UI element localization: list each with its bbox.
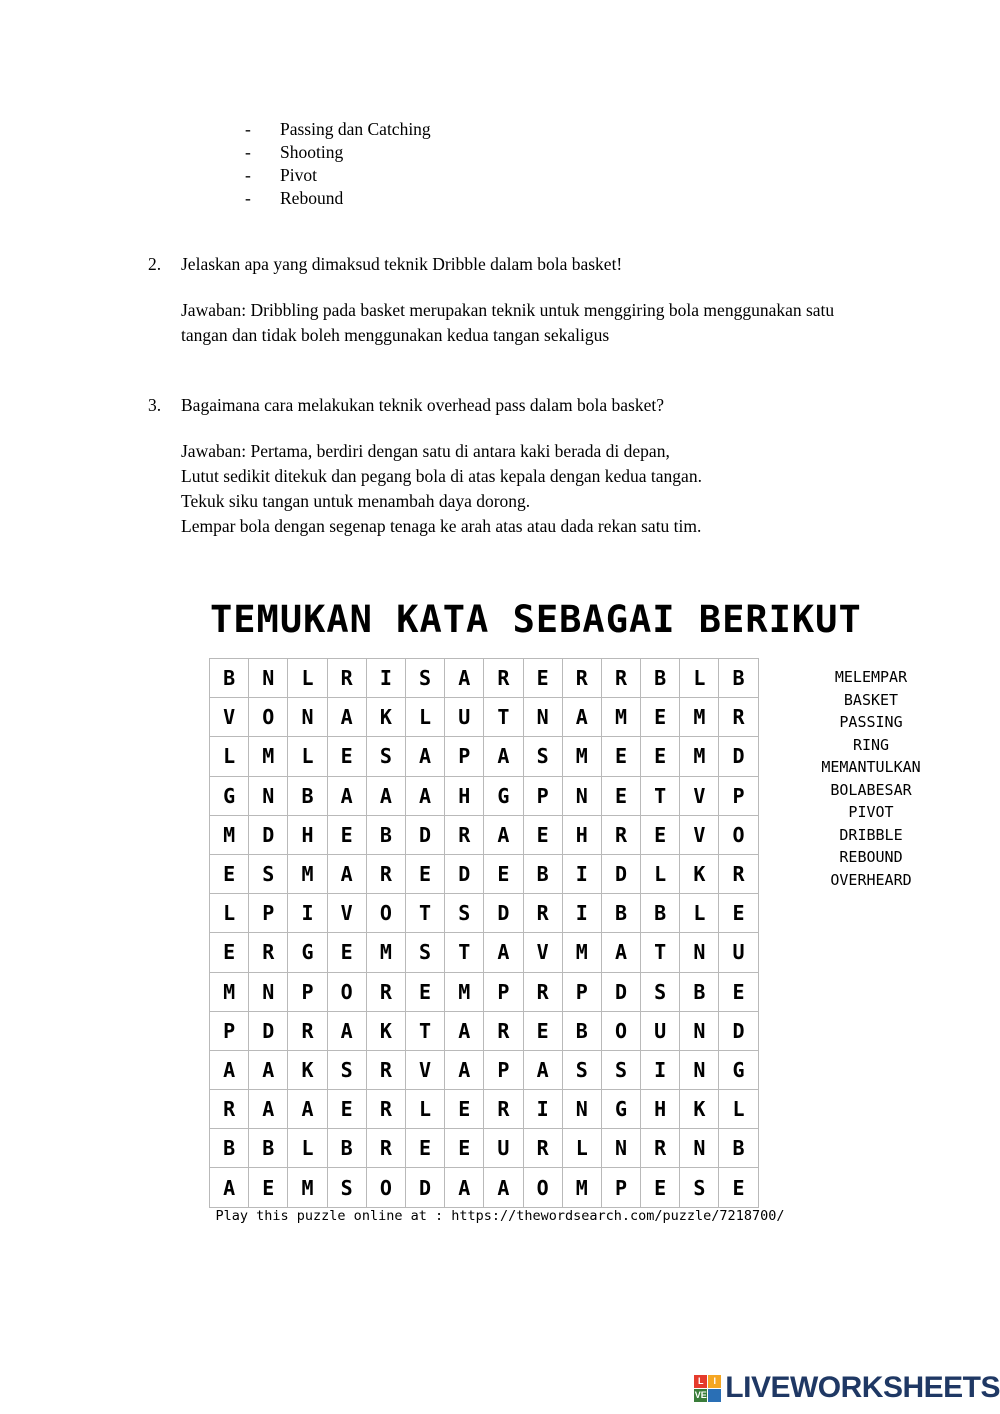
grid-cell[interactable]: N <box>249 776 288 815</box>
grid-cell[interactable]: E <box>719 972 758 1011</box>
answer-line: tangan dan tidak boleh menggunakan kedua tangan sekaligus <box>181 325 610 345</box>
grid-cell[interactable]: V <box>327 894 366 933</box>
grid-cell[interactable]: R <box>288 1011 327 1050</box>
grid-cell[interactable]: P <box>523 776 562 815</box>
answer-line: Lutut sedikit ditekuk dan pegang bola di atas kepala dengan kedua tangan. <box>181 466 702 486</box>
grid-row <box>210 698 759 737</box>
grid-cell[interactable]: E <box>445 1090 484 1129</box>
grid-cell[interactable]: A <box>210 1050 249 1089</box>
grid-cell[interactable]: M <box>366 933 405 972</box>
grid-cell[interactable]: K <box>288 1050 327 1089</box>
grid-cell[interactable]: D <box>445 854 484 893</box>
liveworksheets-logo <box>694 1370 1000 1406</box>
grid-cell[interactable]: O <box>327 972 366 1011</box>
grid-cell[interactable]: A <box>562 698 601 737</box>
grid-cell[interactable]: D <box>601 854 640 893</box>
grid-cell[interactable]: N <box>523 698 562 737</box>
grid-cell[interactable]: R <box>523 1129 562 1168</box>
grid-cell[interactable]: I <box>288 894 327 933</box>
grid-cell[interactable]: O <box>523 1168 562 1207</box>
grid-cell[interactable]: R <box>366 1050 405 1089</box>
grid-cell[interactable]: B <box>719 659 758 698</box>
question-text: Bagaimana cara melakukan teknik overhead pass dalam bola basket? <box>181 395 664 415</box>
answer-text <box>181 298 888 348</box>
grid-cell[interactable]: A <box>210 1168 249 1207</box>
grid-cell[interactable]: A <box>445 1050 484 1089</box>
grid-cell[interactable]: A <box>405 737 444 776</box>
grid-cell[interactable]: O <box>366 894 405 933</box>
grid-cell[interactable]: L <box>641 854 680 893</box>
question-text: Jelaskan apa yang dimaksud teknik Dribble dalam bola basket! <box>181 254 623 274</box>
grid-cell[interactable]: R <box>601 659 640 698</box>
grid-cell[interactable]: E <box>641 698 680 737</box>
word-list-item: OVERHEARD <box>830 870 912 889</box>
grid-cell[interactable]: S <box>366 737 405 776</box>
bullet-label: Shooting <box>280 142 344 162</box>
grid-cell[interactable]: E <box>405 972 444 1011</box>
grid-cell[interactable]: T <box>405 894 444 933</box>
grid-cell[interactable]: B <box>210 659 249 698</box>
grid-cell[interactable]: O <box>719 815 758 854</box>
grid-cell[interactable]: A <box>445 1168 484 1207</box>
grid-cell[interactable]: N <box>680 933 719 972</box>
grid-cell[interactable]: B <box>680 972 719 1011</box>
grid-cell[interactable]: L <box>405 698 444 737</box>
grid-cell[interactable]: P <box>484 972 523 1011</box>
bullet-dash: - <box>245 188 251 208</box>
grid-cell[interactable]: S <box>405 933 444 972</box>
question-number: 3. <box>148 395 162 415</box>
word-list-item: MEMANTULKAN <box>821 758 921 776</box>
grid-cell[interactable]: A <box>327 1011 366 1050</box>
grid-cell[interactable]: P <box>562 972 601 1011</box>
grid-cell[interactable]: A <box>327 776 366 815</box>
grid-cell[interactable]: T <box>445 933 484 972</box>
question-heading <box>148 252 888 276</box>
logo-cell-l: L <box>694 1375 707 1388</box>
bullet-label: Passing dan Catching <box>280 119 431 139</box>
grid-cell[interactable]: T <box>405 1011 444 1050</box>
grid-cell[interactable]: N <box>562 1090 601 1129</box>
grid-cell[interactable]: M <box>562 933 601 972</box>
list-item <box>245 118 845 141</box>
grid-cell[interactable]: K <box>680 1090 719 1129</box>
grid-cell[interactable]: P <box>601 1168 640 1207</box>
list-item <box>245 141 845 164</box>
grid-cell[interactable]: O <box>601 1011 640 1050</box>
grid-row <box>210 1090 759 1129</box>
question-block-2 <box>148 252 888 348</box>
grid-cell[interactable]: O <box>249 698 288 737</box>
grid-cell[interactable]: E <box>601 776 640 815</box>
grid-cell[interactable]: D <box>719 737 758 776</box>
grid-cell[interactable]: N <box>680 1129 719 1168</box>
logo-cell-i: I <box>708 1375 721 1388</box>
grid-cell[interactable]: G <box>484 776 523 815</box>
grid-cell[interactable]: B <box>366 815 405 854</box>
grid-row <box>210 815 759 854</box>
bullet-dash: - <box>245 119 251 139</box>
logo-cell-ve: VE <box>694 1389 707 1400</box>
grid-cell[interactable]: N <box>249 972 288 1011</box>
grid-cell[interactable]: B <box>327 1129 366 1168</box>
grid-cell[interactable]: K <box>366 698 405 737</box>
grid-cell[interactable]: R <box>366 972 405 1011</box>
grid-cell[interactable]: A <box>601 933 640 972</box>
grid-cell[interactable]: N <box>562 776 601 815</box>
grid-row <box>210 972 759 1011</box>
grid-cell[interactable]: R <box>484 1011 523 1050</box>
grid-cell[interactable]: H <box>288 815 327 854</box>
grid-cell[interactable]: R <box>445 815 484 854</box>
grid-cell[interactable]: L <box>562 1129 601 1168</box>
grid-cell[interactable]: P <box>210 1011 249 1050</box>
grid-cell[interactable]: K <box>366 1011 405 1050</box>
grid-cell[interactable]: M <box>601 698 640 737</box>
grid-cell[interactable]: R <box>523 894 562 933</box>
grid-row <box>210 659 759 698</box>
answer-line: Tekuk siku tangan untuk menambah daya dorong. <box>181 491 531 511</box>
grid-cell[interactable]: L <box>288 737 327 776</box>
grid-row <box>210 1168 759 1207</box>
grid-cell[interactable]: E <box>445 1129 484 1168</box>
grid-cell[interactable]: A <box>523 1050 562 1089</box>
grid-cell[interactable]: M <box>562 737 601 776</box>
answer-line: Jawaban: Dribbling pada basket merupakan teknik untuk menggiring bola menggunakan satu <box>181 300 835 320</box>
grid-cell[interactable]: N <box>288 698 327 737</box>
puzzle-footer-link[interactable]: Play this puzzle online at : https://thewordsearch.com/puzzle/7218700/ <box>215 1208 785 1224</box>
grid-cell[interactable]: H <box>641 1090 680 1129</box>
grid-cell[interactable]: D <box>601 972 640 1011</box>
grid-cell[interactable]: A <box>484 933 523 972</box>
list-item <box>245 187 845 210</box>
grid-cell[interactable]: O <box>366 1168 405 1207</box>
grid-cell[interactable]: S <box>405 659 444 698</box>
grid-cell[interactable]: A <box>249 1090 288 1129</box>
grid-cell[interactable]: A <box>405 776 444 815</box>
grid-cell[interactable]: L <box>680 659 719 698</box>
grid-cell[interactable]: M <box>210 972 249 1011</box>
grid-cell[interactable]: P <box>719 776 758 815</box>
word-list-item: PASSING <box>839 713 903 731</box>
grid-cell[interactable]: R <box>366 1090 405 1129</box>
bullet-label: Pivot <box>280 165 317 185</box>
grid-cell[interactable]: U <box>641 1011 680 1050</box>
grid-cell[interactable]: E <box>249 1168 288 1207</box>
grid-cell[interactable]: E <box>210 933 249 972</box>
grid-cell[interactable]: L <box>288 659 327 698</box>
grid-cell[interactable]: G <box>719 1050 758 1089</box>
grid-cell[interactable]: A <box>445 1011 484 1050</box>
grid-cell[interactable]: E <box>327 933 366 972</box>
technique-bullet-list <box>245 118 845 210</box>
grid-cell[interactable]: E <box>327 737 366 776</box>
grid-cell[interactable]: M <box>249 737 288 776</box>
grid-cell[interactable]: A <box>249 1050 288 1089</box>
grid-cell[interactable]: R <box>366 1129 405 1168</box>
grid-cell[interactable]: V <box>523 933 562 972</box>
grid-cell[interactable]: I <box>562 854 601 893</box>
grid-cell[interactable]: G <box>210 776 249 815</box>
grid-cell[interactable]: R <box>484 1090 523 1129</box>
grid-cell[interactable]: R <box>484 659 523 698</box>
grid-cell[interactable]: E <box>327 815 366 854</box>
question-block-3 <box>148 393 888 539</box>
grid-cell[interactable]: T <box>484 698 523 737</box>
puzzle-title: TEMUKAN KATA SEBAGAI BERIKUT <box>210 598 862 641</box>
grid-cell[interactable]: M <box>680 698 719 737</box>
grid-cell[interactable]: V <box>680 815 719 854</box>
grid-cell[interactable]: B <box>641 659 680 698</box>
grid-cell[interactable]: E <box>719 1168 758 1207</box>
grid-cell[interactable]: R <box>327 659 366 698</box>
grid-cell[interactable]: H <box>562 815 601 854</box>
grid-cell[interactable]: D <box>405 815 444 854</box>
grid-cell[interactable]: L <box>680 894 719 933</box>
grid-cell[interactable]: E <box>641 737 680 776</box>
grid-cell[interactable]: L <box>719 1090 758 1129</box>
grid-cell[interactable]: A <box>327 698 366 737</box>
grid-cell[interactable]: I <box>523 1090 562 1129</box>
grid-cell[interactable]: N <box>680 1011 719 1050</box>
grid-cell[interactable]: P <box>288 972 327 1011</box>
grid-cell[interactable]: V <box>210 698 249 737</box>
grid-cell[interactable]: G <box>288 933 327 972</box>
grid-row <box>210 737 759 776</box>
grid-cell[interactable]: R <box>249 933 288 972</box>
grid-cell[interactable]: L <box>288 1129 327 1168</box>
grid-cell[interactable]: V <box>405 1050 444 1089</box>
grid-cell[interactable]: R <box>719 698 758 737</box>
bullet-label: Rebound <box>280 188 344 208</box>
grid-cell[interactable]: D <box>249 1011 288 1050</box>
grid-cell[interactable]: B <box>562 1011 601 1050</box>
grid-cell[interactable]: A <box>445 659 484 698</box>
grid-cell[interactable]: I <box>641 1050 680 1089</box>
grid-cell[interactable]: K <box>680 854 719 893</box>
grid-row <box>210 1050 759 1089</box>
grid-cell[interactable]: E <box>210 854 249 893</box>
grid-row <box>210 1011 759 1050</box>
word-list-item: BASKET <box>843 690 899 709</box>
grid-cell[interactable]: R <box>366 854 405 893</box>
grid-cell[interactable]: B <box>523 854 562 893</box>
grid-cell[interactable]: L <box>210 737 249 776</box>
grid-cell[interactable]: A <box>484 737 523 776</box>
word-list <box>776 666 966 891</box>
logo-cell-blank <box>708 1389 721 1402</box>
word-list-item: BOLABESAR <box>830 780 912 799</box>
grid-cell[interactable]: P <box>445 737 484 776</box>
grid-cell[interactable]: S <box>445 894 484 933</box>
word-list-item: RING <box>852 735 890 754</box>
grid-cell[interactable]: E <box>405 1129 444 1168</box>
grid-cell[interactable]: D <box>719 1011 758 1050</box>
grid-cell[interactable]: I <box>562 894 601 933</box>
grid-cell[interactable]: S <box>327 1050 366 1089</box>
grid-cell[interactable]: S <box>641 972 680 1011</box>
word-list-item: DRIBBLE <box>839 825 903 844</box>
answer-text <box>181 439 888 539</box>
grid-cell[interactable]: B <box>641 894 680 933</box>
grid-cell[interactable]: M <box>210 815 249 854</box>
grid-cell[interactable]: T <box>641 933 680 972</box>
grid-cell[interactable]: A <box>327 854 366 893</box>
grid-cell[interactable]: M <box>680 737 719 776</box>
word-list-item: MELEMPAR <box>834 668 908 686</box>
grid-cell[interactable]: B <box>288 776 327 815</box>
grid-cell[interactable]: E <box>641 1168 680 1207</box>
grid-cell[interactable]: S <box>523 737 562 776</box>
grid-cell[interactable]: E <box>719 894 758 933</box>
grid-cell[interactable]: L <box>405 1090 444 1129</box>
grid-cell[interactable]: N <box>601 1129 640 1168</box>
answer-line: Lempar bola dengan segenap tenaga ke arah atas atau dada rekan satu tim. <box>181 516 702 536</box>
grid-cell[interactable]: B <box>210 1129 249 1168</box>
list-item <box>245 164 845 187</box>
grid-cell[interactable]: H <box>445 776 484 815</box>
question-heading <box>148 393 888 417</box>
grid-cell[interactable]: I <box>366 659 405 698</box>
grid-cell[interactable]: E <box>405 854 444 893</box>
grid-cell[interactable]: E <box>523 1011 562 1050</box>
grid-cell[interactable]: A <box>484 815 523 854</box>
grid-cell[interactable]: R <box>641 1129 680 1168</box>
grid-cell[interactable]: L <box>210 894 249 933</box>
answer-line: Jawaban: Pertama, berdiri dengan satu di antara kaki berada di depan, <box>181 441 670 461</box>
grid-cell[interactable]: D <box>405 1168 444 1207</box>
grid-cell[interactable]: S <box>601 1050 640 1089</box>
grid-cell[interactable]: E <box>523 659 562 698</box>
grid-cell[interactable]: V <box>680 776 719 815</box>
grid-cell[interactable]: E <box>523 815 562 854</box>
grid-cell[interactable]: S <box>327 1168 366 1207</box>
grid-cell[interactable]: A <box>288 1090 327 1129</box>
grid-cell[interactable]: A <box>366 776 405 815</box>
grid-cell[interactable]: R <box>562 659 601 698</box>
grid-cell[interactable]: N <box>249 659 288 698</box>
grid-cell[interactable]: S <box>680 1168 719 1207</box>
grid-cell[interactable]: R <box>523 972 562 1011</box>
grid-cell[interactable]: U <box>719 933 758 972</box>
grid-row <box>210 933 759 972</box>
grid-row <box>210 776 759 815</box>
grid-cell[interactable]: P <box>484 1050 523 1089</box>
grid-cell[interactable]: S <box>249 854 288 893</box>
grid-row <box>210 1129 759 1168</box>
bullet-dash: - <box>245 165 251 185</box>
grid-cell[interactable]: D <box>484 894 523 933</box>
grid-cell[interactable]: T <box>641 776 680 815</box>
grid-cell[interactable]: R <box>210 1090 249 1129</box>
liveworksheets-wordmark: LIVEWORKSHEETS <box>725 1371 1000 1404</box>
grid-cell[interactable]: B <box>249 1129 288 1168</box>
grid-cell[interactable]: D <box>249 815 288 854</box>
grid-cell[interactable]: E <box>327 1090 366 1129</box>
grid-cell[interactable]: G <box>601 1090 640 1129</box>
word-search-grid[interactable] <box>209 658 759 1208</box>
grid-cell[interactable]: B <box>719 1129 758 1168</box>
grid-cell[interactable]: R <box>601 815 640 854</box>
question-number: 2. <box>148 254 162 274</box>
grid-cell[interactable]: U <box>445 698 484 737</box>
bullet-dash: - <box>245 142 251 162</box>
grid-cell[interactable]: A <box>484 1168 523 1207</box>
liveworksheets-mark-icon <box>694 1375 721 1402</box>
grid-cell[interactable]: E <box>641 815 680 854</box>
grid-cell[interactable]: B <box>601 894 640 933</box>
grid-cell[interactable]: E <box>484 854 523 893</box>
grid-row <box>210 894 759 933</box>
grid-cell[interactable]: P <box>249 894 288 933</box>
grid-cell[interactable]: U <box>484 1129 523 1168</box>
grid-cell[interactable]: M <box>562 1168 601 1207</box>
grid-cell[interactable]: N <box>680 1050 719 1089</box>
grid-cell[interactable]: R <box>719 854 758 893</box>
grid-row <box>210 854 759 893</box>
grid-cell[interactable]: S <box>562 1050 601 1089</box>
grid-cell[interactable]: M <box>288 854 327 893</box>
grid-cell[interactable]: M <box>445 972 484 1011</box>
word-list-item: PIVOT <box>848 803 894 821</box>
grid-cell[interactable]: M <box>288 1168 327 1207</box>
word-list-item: REBOUND <box>839 848 903 866</box>
grid-cell[interactable]: E <box>601 737 640 776</box>
